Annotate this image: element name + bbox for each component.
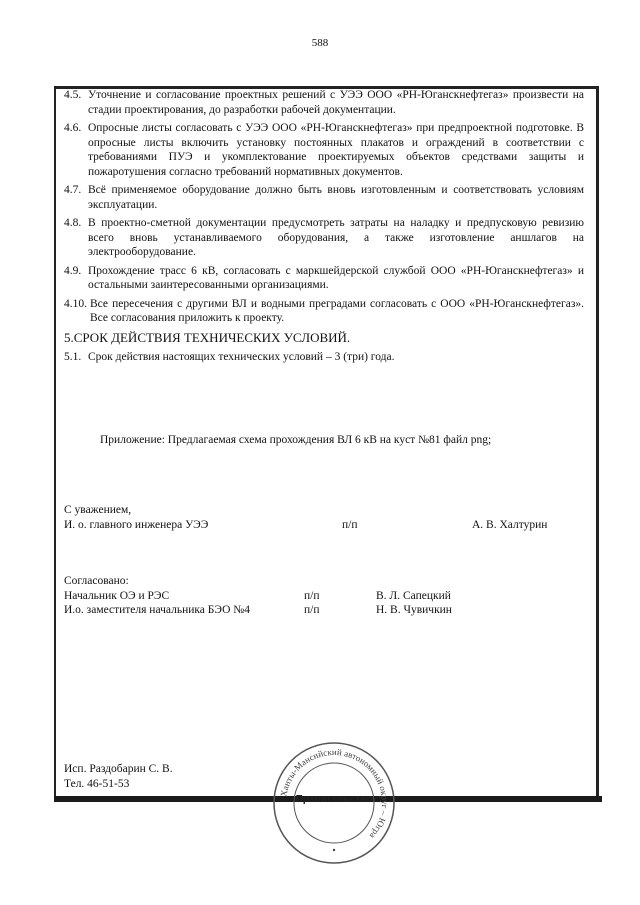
approval-block — [64, 574, 564, 618]
stamp-dot — [333, 849, 335, 851]
executor-name: Исп. Раздобарин С. В. — [64, 763, 173, 775]
section-5-heading: 5.СРОК ДЕЙСТВИЯ ТЕХНИЧЕСКИХ УСЛОВИЙ. — [64, 329, 351, 345]
approver-name: Н. В. Чувичкин — [376, 604, 452, 616]
signer-position: И. о. главного инженера УЭЭ — [64, 518, 209, 531]
approval-row — [64, 589, 564, 604]
approver-sign: п/п — [304, 604, 320, 616]
item-4-5 — [64, 88, 584, 117]
approver-name: В. Л. Сапецкий — [376, 589, 451, 602]
item-text: Все пересечения с другими ВЛ и водными преградами согласовать с ООО «РН-Юганскнефтегаз». Все согласования приложить к проекту. — [90, 297, 584, 324]
item-text: Прохождение трасс 6 кВ, согласовать с маркшейдерской службой ООО «РН-Юганскнефтегаз» и остальными заинтересованными организациями. — [88, 264, 584, 291]
item-text: Опросные листы согласовать с УЭЭ ООО «РН-Юганскнефтегаз» при предпроектной подготовке. В опросные листы включить установку постоянных плакатов и ограждений в соответствии с требованиями ПУЭ и укомплектование проектируемых объектов средствами защиты и пожаротушения согласно требований нормативных документов. — [88, 122, 584, 178]
approver-position: Начальник ОЭ и РЭС — [64, 589, 170, 602]
document-body — [64, 88, 584, 368]
signer-name: А. В. Халтурин — [472, 518, 548, 531]
signature-block — [64, 503, 564, 532]
approver-position: И.о. заместителя начальника БЭО №4 — [64, 604, 251, 616]
approval-row — [64, 603, 564, 618]
approver-sign: п/п — [304, 589, 320, 602]
official-stamp — [271, 740, 397, 866]
item-4-10 — [64, 297, 584, 326]
item-number: 4.6. — [64, 122, 82, 134]
item-text: Уточнение и согласование проектных решений с УЭЭ ООО «РН-Юганскнефтегаз» произвести на стадии проектирования, до разработки рабочей документации. — [88, 89, 584, 116]
item-number: 5.1. — [64, 350, 82, 363]
item-text: Срок действия настоящих технических условий – 3 (три) года. — [88, 350, 395, 363]
item-number: 4.7. — [64, 184, 82, 196]
executor-phone: Тел. 46-51-53 — [64, 777, 130, 790]
item-4-6 — [64, 121, 584, 179]
appendix-note: Приложение: Предлагаемая схема прохождения ВЛ 6 кВ на куст №81 файл png; — [100, 434, 492, 446]
item-4-7 — [64, 183, 584, 212]
stamp-center-text: Правительство — [295, 794, 373, 805]
item-4-8 — [64, 216, 584, 260]
executor-block — [64, 762, 173, 791]
greeting: С уважением, — [64, 504, 132, 516]
item-4-9 — [64, 264, 584, 293]
item-5-1 — [64, 350, 584, 365]
signature-row — [64, 518, 564, 533]
item-number: 4.10. — [64, 297, 87, 310]
signer-sign: п/п — [342, 518, 358, 531]
stamp-ring-text: Ханты-Мансийский автономный округ – Югра — [278, 746, 391, 841]
item-text: В проектно-сметной документации предусмотреть затраты на наладку и предпусковую ревизию всего вновь устанавливаемого оборудования, а также изготовление аншлагов на электрооборудование. — [88, 217, 584, 258]
approval-title: Согласовано: — [64, 575, 129, 587]
item-text: Всё применяемое оборудование должно быть вновь изготовленным и соответствовать условиям эксплуатации. — [88, 184, 584, 211]
item-number: 4.5. — [64, 89, 82, 101]
page-number: 588 — [311, 37, 329, 49]
item-number: 4.8. — [64, 217, 82, 229]
item-number: 4.9. — [64, 264, 82, 277]
